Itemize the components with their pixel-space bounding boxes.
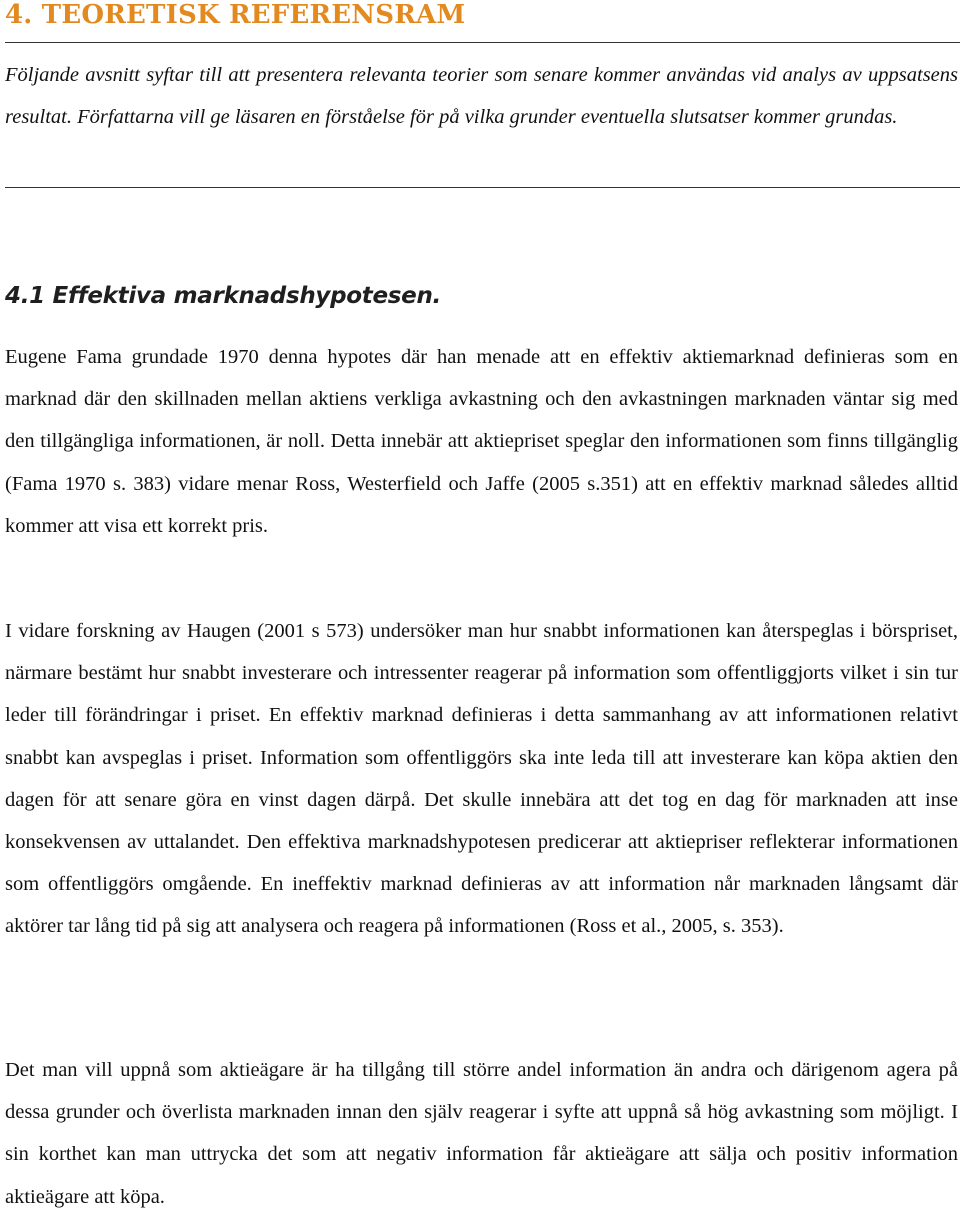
section-title: 4.1 Effektiva marknadshypotesen. — [5, 283, 441, 309]
body-paragraph: Eugene Fama grundade 1970 denna hypotes där han menade att en effektiv aktiemarknad definieras som en marknad där den skillnaden mellan aktiens verkliga avkastning och den avkastningen marknaden väntar sig med den tillgängliga informationen, är noll. Detta innebär att aktiepriset speglar den informationen som finns tillgänglig (Fama 1970 s. 383) vidare menar Ross, Westerfield och Jaffe (2005 s.351) att en effektiv marknad således alltid kommer att visa ett korrekt pris. — [5, 346, 958, 537]
intro-paragraph: Följande avsnitt syftar till att presentera relevanta teorier som senare kommer användas vid analys av uppsatsens resultat. Författarna vill ge läsaren en förståelse för på vilka grunder eventuella slutsatser kommer grundas. — [5, 64, 958, 128]
body-paragraph: Det man vill uppnå som aktieägare är ha tillgång till större andel information än andra och därigenom agera på dessa grunder och överlista marknaden innan den själv reagerar i syfte att uppnå så hög avkastning som möjligt. I sin korthet kan man uttrycka det som att negativ information får aktieägare att sälja och positiv information aktieägare att köpa. — [5, 1059, 958, 1208]
body-paragraph: I vidare forskning av Haugen (2001 s 573) undersöker man hur snabbt informationen kan återspeglas i börspriset, närmare bestämt hur snabbt investerare och intressenter reagerar på information som offentliggjorts vilket i sin tur leder till förändringar i priset. En effektiv marknad definieras i detta sammanhang av att informationen relativt snabbt kan avspeglas i priset. Information som offentliggörs ska inte leda till att investerare kan köpa aktien den dagen för att senare göra en vinst dagen därpå. Det skulle innebära att det tog en dag för marknaden att inse konsekvensen av uttalandet. Den effektiva marknadshypotesen predicerar att aktiepriser reflekterar informationen som offentliggörs omgående. En ineffektiv marknad definieras av att information når marknaden långsamt där aktörer tar lång tid på sig att analysera och reagera på informationen (Ross et al., 2005, s. 353). — [5, 620, 958, 938]
chapter-title: 4. TEORETISK REFERENSRAM — [5, 0, 466, 30]
horizontal-rule-bottom — [5, 187, 960, 188]
horizontal-rule-top — [5, 42, 960, 43]
